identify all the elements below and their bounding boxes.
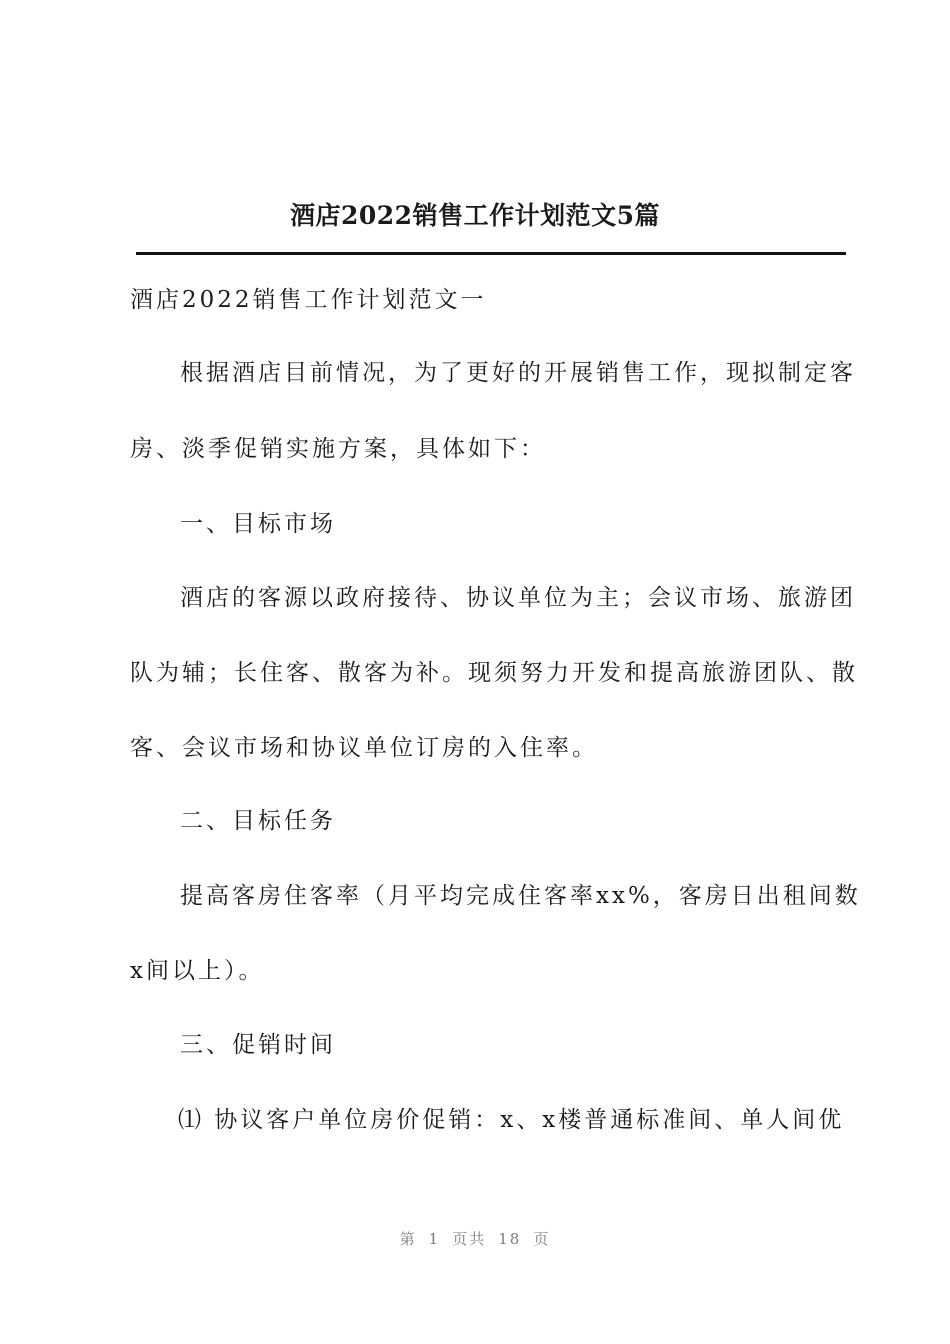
paragraph-line: 根据酒店目前情况，为了更好的开展销售工作，现拟制定客	[180, 360, 856, 386]
footer-page-number: 1	[428, 1230, 441, 1248]
document-title: 酒店2022销售工作计划范文5篇	[290, 201, 660, 230]
paragraph-line: ⑴ 协议客户单位房价促销：x、x楼普通标准间、单人间优	[178, 1107, 845, 1133]
page-footer	[0, 1228, 950, 1249]
paragraph-line: 提高客房住客率（月平均完成住客率xx%，客房日出租间数	[180, 883, 861, 909]
subsection-heading: 三、促销时间	[180, 1032, 336, 1058]
paragraph-line: 房、淡季促销实施方案，具体如下：	[130, 436, 546, 462]
paragraph-line: 客、会议市场和协议单位订房的入住率。	[130, 735, 598, 761]
subsection-heading: 一、目标市场	[180, 511, 336, 537]
footer-page-total: 18	[498, 1230, 522, 1248]
subsection-heading: 二、目标任务	[180, 808, 336, 834]
footer-page-mid: 页共	[452, 1230, 487, 1248]
footer-page-prefix: 第	[399, 1230, 417, 1248]
paragraph-line: x间以上）。	[130, 958, 265, 984]
footer-page-suffix: 页	[533, 1230, 551, 1248]
paragraph-line: 队为辅；长住客、散客为补。现须努力开发和提高旅游团队、散	[130, 660, 858, 686]
section-heading: 酒店2022销售工作计划范文一	[130, 287, 487, 313]
title-underline	[136, 252, 846, 255]
paragraph-line: 酒店的客源以政府接待、协议单位为主；会议市场、旅游团	[180, 585, 856, 611]
